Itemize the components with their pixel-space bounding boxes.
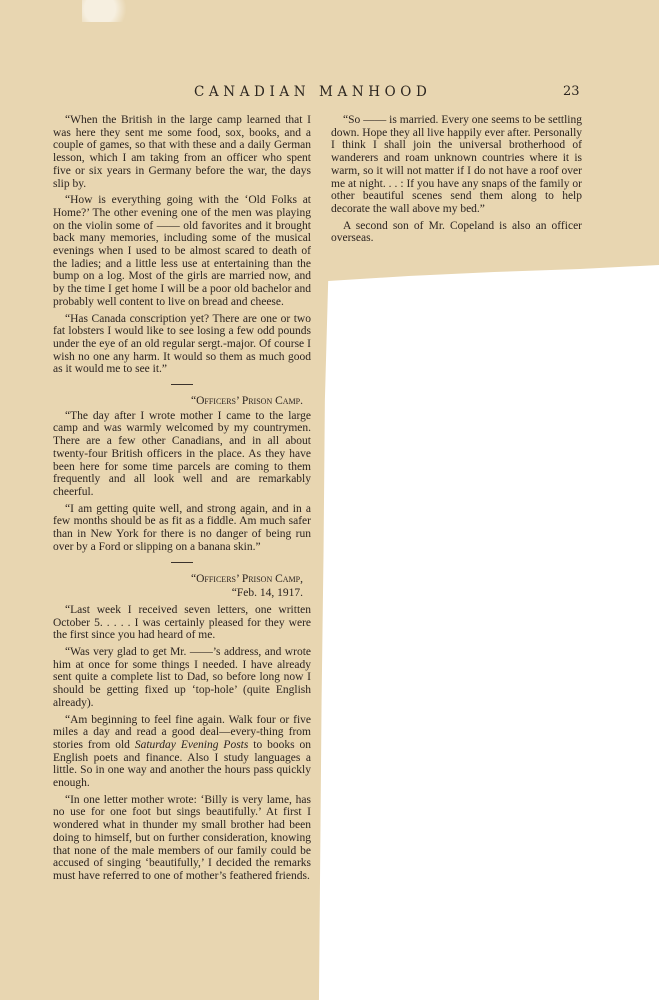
paragraph: “When the British in the large camp learned that I was here they sent me some food, sox, books, and a couple of games, so that with these and a daily German lesson, which I am taking from an officer who spent five or six years in Germany before the war, the days slip by. bbox=[53, 114, 311, 190]
paragraph: “Last week I received seven letters, one written October 5. . . . . I was certainly pleased for they were the first since you had heard of me. bbox=[53, 603, 311, 642]
paragraph: “In one letter mother wrote: ‘Billy is very lame, has no use for one foot but sings beautifully.’ At first I wondered what in thunder my small brother had been doing to himself, but on further consideration, knowing that none of the male members of our family could be accused of singing ‘beautifully,’ I decided the remarks must have referred to one of mother’s feathered friends. bbox=[53, 793, 311, 882]
paragraph: A second son of Mr. Copeland is also an officer overseas. bbox=[331, 219, 582, 245]
running-head: CANADIAN MANHOOD bbox=[194, 84, 432, 100]
paragraph: “Was very glad to get Mr. ——’s address, and wrote him at once for some things I needed. I have already sent quite a complete list to Dad, so before long now I should be getting fixed up ‘top-hole’ (quite English already). bbox=[53, 646, 311, 709]
paragraph: “The day after I wrote mother I came to the large camp and was warmly welcomed by my countrymen. There are a few other Canadians, and in all about twenty-four British officers in the place. As they have been here for some time parcels are coming to them frequently and all look well and are remarkably cheerful. bbox=[53, 409, 311, 498]
section-divider bbox=[171, 384, 193, 385]
section-divider bbox=[171, 562, 193, 563]
section-heading: “Officers’ Prison Camp, bbox=[191, 572, 303, 585]
paragraph: “I am getting quite well, and strong again, and in a few months should be as fit as a fiddle. Am much safer than in New York for there is no danger of being run over by a Ford or slipping on a banana skin.” bbox=[53, 502, 311, 553]
paragraph bbox=[53, 714, 311, 790]
left-column bbox=[53, 114, 311, 887]
right-column bbox=[331, 114, 582, 249]
text-run: to books on English poets and finance. Also I study languages a little. So in one way and another the hours pass quickly enough. bbox=[53, 738, 312, 790]
dateline: “Feb. 14, 1917. bbox=[231, 587, 303, 600]
paragraph: “So —— is married. Every one seems to be settling down. Hope they all live happily ever after. Personally I think I shall join the universal brotherhood of wanderers and roam unknown countries where it is warm, so it will not matter if I do not have a roof over me at night. . . : If you have any snaps of the family or other beautiful scenes send them along to help decorate the wall above my bed.” bbox=[331, 114, 583, 215]
page-number: 23 bbox=[563, 84, 580, 99]
torn-corner bbox=[82, 0, 142, 22]
section-heading: “Officers’ Prison Camp. bbox=[191, 395, 303, 408]
paragraph: “How is everything going with the ‘Old Folks at Home?’ The other evening one of the men was playing on the violin some of —— old favorites and it brought back many memories, including some of the musical evenings when I used to be almost scared to death of the ladies; and a little less use at entertaining than the bump on a log. Most of the girls are married now, and by the time I get home I will be a poor old bachelor and probably well content to live on bread and cheese. bbox=[53, 194, 311, 308]
magazine-title: Saturday Evening Posts bbox=[134, 738, 249, 751]
paragraph: “Has Canada conscription yet? There are one or two fat lobsters I would like to see losing a few odd pounds under the eye of an old regular sergt.-major. Of course I wish no one any harm. It would so them as much good as it would me to see it.” bbox=[53, 312, 311, 376]
text-run: “Am beginning to feel fine again. Walk four or five miles a day and read a good deal—every-thing from stories from old bbox=[53, 713, 311, 751]
